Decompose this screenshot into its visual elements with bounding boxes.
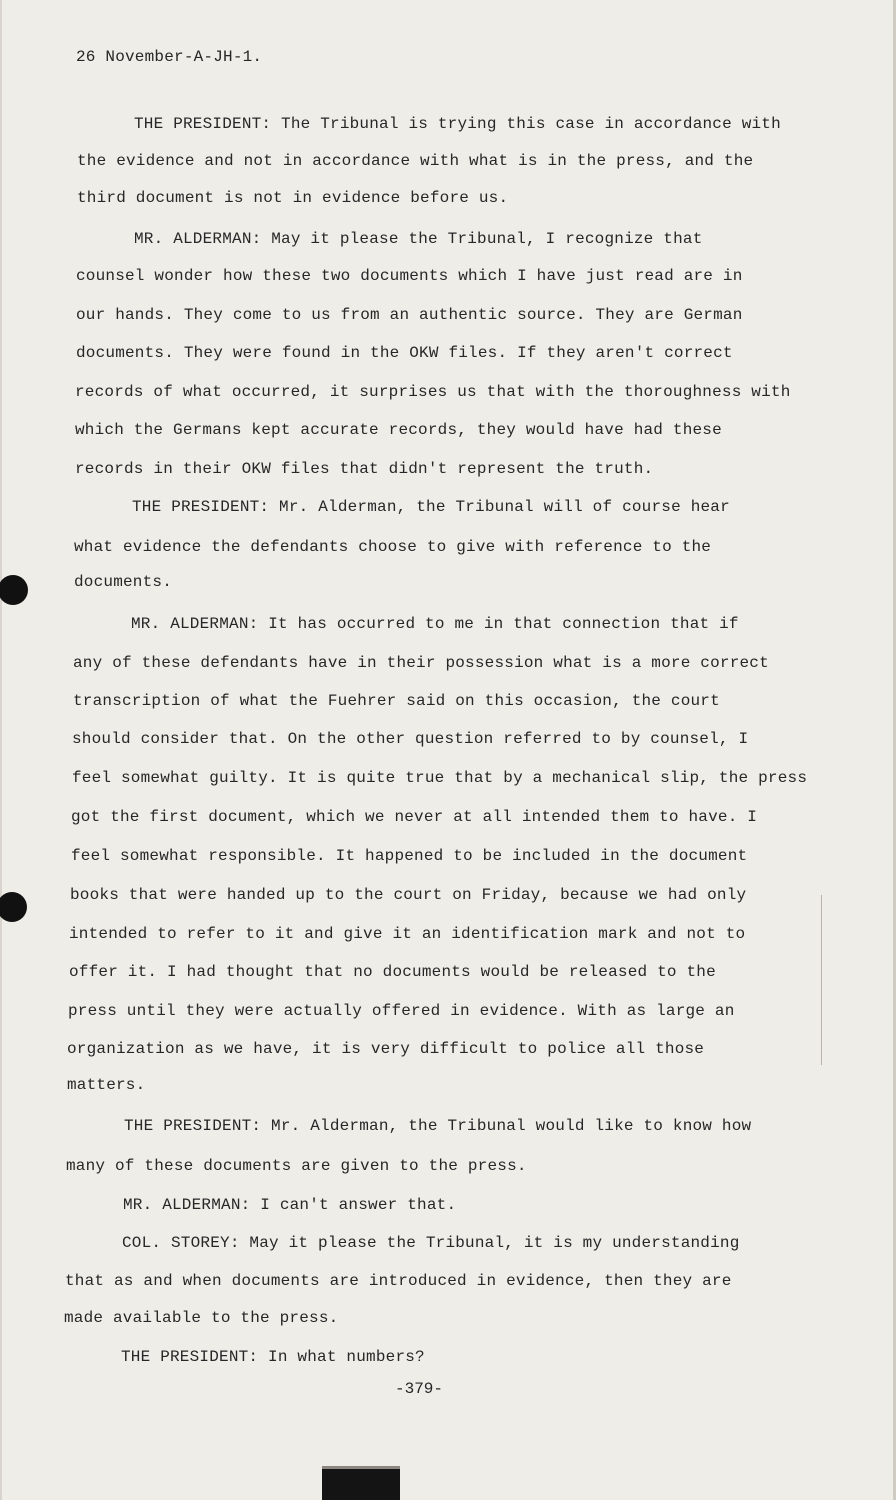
text-line: THE PRESIDENT: The Tribunal is trying this case in accordance with: [134, 115, 781, 133]
text-line: transcription of what the Fuehrer said on this occasion, the court: [73, 692, 720, 710]
paper-crease: [821, 895, 822, 1065]
text-line: matters.: [67, 1076, 146, 1094]
text-line: MR. ALDERMAN: May it please the Tribunal, I recognize that: [134, 230, 703, 248]
page-number: -379-: [395, 1380, 444, 1398]
text-line: any of these defendants have in their possession what is a more correct: [73, 654, 769, 672]
text-line: many of these documents are given to the press.: [66, 1157, 527, 1175]
text-line: which the Germans kept accurate records, they would have had these: [75, 421, 722, 439]
binder-clip: [322, 1466, 400, 1500]
text-line: offer it. I had thought that no documents would be released to the: [69, 963, 716, 981]
text-line: COL. STOREY: May it please the Tribunal, it is my understanding: [122, 1234, 740, 1252]
text-line: got the first document, which we never at all intended them to have. I: [71, 808, 758, 826]
text-line: made available to the press.: [64, 1309, 339, 1327]
text-line: third document is not in evidence before us.: [77, 189, 509, 207]
text-line: books that were handed up to the court on Friday, because we had only: [70, 886, 747, 904]
text-line: THE PRESIDENT: In what numbers?: [121, 1348, 425, 1366]
paper-left-edge: [0, 0, 2, 1500]
text-line: counsel wonder how these two documents which I have just read are in: [76, 267, 743, 285]
text-line: should consider that. On the other question referred to by counsel, I: [72, 730, 749, 748]
text-line: MR. ALDERMAN: It has occurred to me in that connection that if: [131, 615, 739, 633]
text-line: intended to refer to it and give it an identification mark and not to: [69, 925, 746, 943]
text-line: that as and when documents are introduced in evidence, then they are: [65, 1272, 732, 1290]
text-line: what evidence the defendants choose to give with reference to the: [74, 538, 712, 556]
text-line: feel somewhat guilty. It is quite true that by a mechanical slip, the press: [72, 769, 808, 787]
text-line: documents. They were found in the OKW files. If they aren't correct: [76, 344, 733, 362]
text-line: feel somewhat responsible. It happened to be included in the document: [71, 847, 748, 865]
text-line: records in their OKW files that didn't represent the truth.: [75, 460, 654, 478]
text-line: records of what occurred, it surprises us that with the thoroughness with: [75, 383, 791, 401]
text-line: organization as we have, it is very difficult to police all those: [67, 1040, 705, 1058]
text-line: our hands. They come to us from an authentic source. They are German: [76, 306, 743, 324]
text-line: MR. ALDERMAN: I can't answer that.: [123, 1196, 457, 1214]
punch-hole-top: [0, 575, 28, 605]
punch-hole-bottom: [0, 892, 27, 922]
document-header: 26 November-A-JH-1.: [76, 48, 263, 66]
text-line: documents.: [74, 573, 173, 591]
text-line: THE PRESIDENT: Mr. Alderman, the Tribunal will of course hear: [132, 498, 730, 516]
text-line: press until they were actually offered in evidence. With as large an: [68, 1002, 735, 1020]
text-line: THE PRESIDENT: Mr. Alderman, the Tribunal would like to know how: [124, 1117, 752, 1135]
text-line: the evidence and not in accordance with what is in the press, and the: [77, 152, 754, 170]
